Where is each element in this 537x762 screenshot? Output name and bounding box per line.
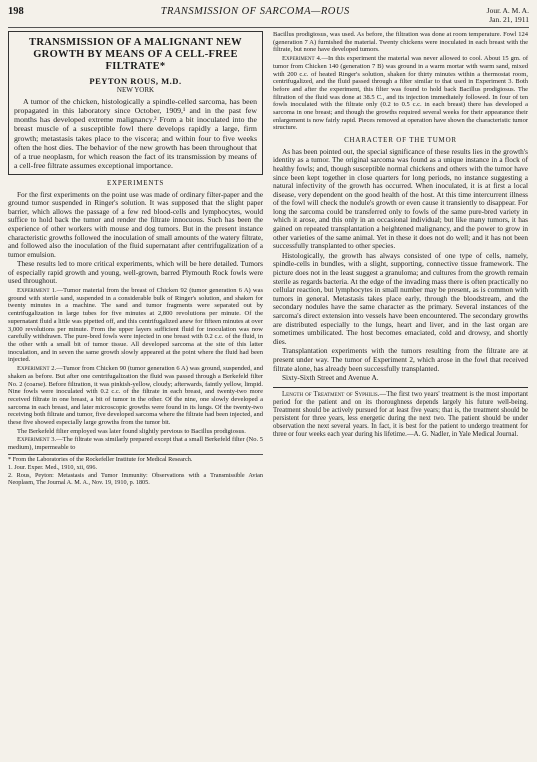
- page-number: 198: [8, 6, 24, 17]
- running-title: TRANSMISSION OF SARCOMA—ROUS: [160, 6, 350, 17]
- experiment-2-paragraph: [8, 365, 263, 427]
- berkefeld-paragraph: The Berkefeld filter employed was later found slightly pervious to Bacillus prodigiosus.: [17, 427, 246, 435]
- syphilis-note: [273, 391, 528, 439]
- experiment-3-text: —The filtrate was similarly prepared except that a small Berkefeld filter (No. 5 medium), impermeable to: [8, 436, 263, 452]
- footnote-1: 1. Jour. Exper. Med., 1910, xii, 696.: [8, 464, 98, 472]
- footnote-affiliation: * From the Laboratories of the Rockefeller Institute for Medical Research.: [8, 455, 193, 463]
- experiment-2-label: Experiment 2.: [17, 365, 57, 373]
- separator-rule: [273, 387, 528, 388]
- author-address: Sixty-Sixth Street and Avenue A.: [282, 373, 379, 383]
- article-title: TRANSMISSION OF A MALIGNANT NEW GROWTH BY MEANS OF A CELL-FREE FILTRATE*: [29, 37, 242, 72]
- abstract-paragraph: A tumor of the chicken, histologically a spindle-celled sarcoma, has been propagated in this laboratory since October, 1909,¹ and in the past few months has developed extreme malignancy.² From a bit inoculated into the breast muscle of a susceptible fowl there develops rapidly a large, firm growth; metastasis takes place to the viscera; and within four to five weeks often the host dies. The behavior of the new growth has been throughout that of a true neoplasm, for which reason the fact of its transmission by means of a cell-free filtrate assumes exceptional importance.: [14, 97, 257, 170]
- running-header: [8, 6, 529, 28]
- experiment-1-paragraph: [8, 287, 263, 364]
- experiments-paragraph-2: These results led to more critical experiments, which will be here detailed. Tumors of especially rapid growth and young, well-grown, barred Plymouth Rock fowls were used throughout.: [8, 259, 263, 286]
- experiment-3-label: Experiment 3.: [17, 436, 57, 444]
- experiments-paragraph-1: For the first experiments on the point use was made of ordinary filter-paper and the ground tumor suspended in Ringer's solution. It was supposed that the slight paper barrier, which allows the passage of a few red blood-cells and lymphocytes, would suffice to hold back the tumor and render the filtrate innocuous. Such has been the experience of other workers with mouse and dog tumors. But in the present instance characteristic growths followed the inoculation of small amounts of the watery filtrate, and followed also the inoculation of the fluid supernatant after centrifugalization of a tumor emulsion.: [8, 189, 263, 259]
- article-header-box: [8, 31, 263, 175]
- author-name: PEYTON ROUS, M.D.: [89, 76, 182, 86]
- journal-date: Jan. 21, 1911: [489, 15, 529, 24]
- syphilis-note-text: —The first two years' treatment is the most important period for the patient and on its thoroughness depends largely his future well-being. Treatment should be actively pursued for at least five years; that is, the treatment should be persistent for three years, less energetic during the next two. The patient should be under observation the next several years. In fact, it is best for the patient to undergo treatment for three or four weeks each year during his lifetime.: [273, 390, 528, 438]
- left-column: [8, 31, 263, 488]
- character-paragraph-1: As has been pointed out, the special significance of these results lies in the growth's identity as a tumor. The original sarcoma was found as a unique instance in a flock of healthy fowls; and, though susceptible normal chickens and others with the tumor have since been kept together in close quarters for long periods, no instance suggesting a natural infectivity of the growth has occurred. When inoculated, it is at first a local disease, very dependent on the good health of the host. At this time intercurrent illness of the fowl will check the nodule's growth or even cause it transiently to disappear. For long the sarcoma could be transferred only to fowls of the same pure-bred variety in which it arose, and this only in an occasional individual; but like many tumors, it has gained on repeated transplantation a heightened malignancy, and the power to grow in other varieties of the same animal. Yet in these it does not do well; and it has not been successfully transplanted to other species.: [273, 146, 528, 251]
- experiment-1-label: Experiment 1.: [17, 287, 57, 295]
- character-paragraph-2: Histologically, the growth has always consisted of one type of cells, namely, spindle-cells in bundles, with a slight, supporting, connective tissue framework. The picture does not in the least suggest a granuloma; and cultures from the growth remain sterile as regards bacteria. At the edge of the invading mass there is often practically no cellular reaction, but lymphocytes in small number may be present, as is common with tumors in general. Metastasis takes place early, through the bloodstream, and the secondary nodules have the same character as the primary. Several instances of the sarcoma's direct extension into vessels have been encountered. The secondary growths are distributed especially to the lungs, heart and liver, and in the last organ are sometimes umbilicated. The host becomes emaciated, cold and drowsy, and shortly dies.: [273, 250, 528, 346]
- experiment-4-label: Experiment 4.: [282, 55, 322, 63]
- author-location: NEW YORK: [116, 85, 155, 94]
- experiment-1-text: —Tumor material from the breast of Chicken 92 (tumor generation 6 A) was ground with sterile sand, suspended in a considerable bulk of Ringer's solution, and shaken for twenty minutes in a machine. The sand and tumor fragments were separated out by centrifugalization in large tubes for five minutes at 2,800 revolutions per minute. Of the supernatant fluid a little was pipetted off, and this centrifugalized anew for fifteen minutes at over 3,000 revolutions per minute. From the upper layers sufficient fluid for inoculation was now carefully withdrawn. The pure-bred fowls were injected in one breast with 0.2 c.c. of the fluid, in the other with a small bit of tumor tissue. All developed sarcoma at the site of this latter inoculation, and in seven the same growth slowly appeared at the point where the fluid had been injected.: [8, 287, 263, 364]
- experiment-4-paragraph: [273, 55, 528, 132]
- experiment-4-text: —In this experiment the material was never allowed to cool. About 15 gm. of tumor from Chicken 140 (generation 7 B) was ground in a warm mortar with warm sand, mixed with 200 c.c. of heated Ringer's solution, shaken for thirty minutes within a thermostat room, centrifugalized, and the fluid passed through a filter similar to that used in Experiment 3. Both before and after the experiment, this filter was found to hold back Bacillus prodigiosus. The filtration of the fluid was done at 38.5 C., and its injection immediately followed. In four of ten fowls inoculated with the filtrate only (0.2 to 0.5 c.c. in each breast) there has developed a sarcoma in one breast; and though the growths required several weeks for their appearance their enlargement is now fairly rapid. Pieces removed at operation have shown the characteristic tumor structure.: [273, 55, 528, 132]
- journal-name: Jour. A. M. A.: [486, 6, 529, 15]
- experiment-2-text: —Tumor from Chicken 90 (tumor generation 6 A) was ground, suspended, and shaken as before. But after one centrifugalization the fluid was passed through a Berkefeld filter No. 2 (coarse). Before filtration, it was pinkish-yellow, cloudy; afterwards, faintly yellow, limpid. Nine fowls were inoculated with 0.2 c.c. of the filtrate in each breast, and twenty-two more received filtrate in one breast, a bit of tumor in the other. Of the nine, one slowly developed a sarcoma in each breast, and later microscopic growths were found in its lungs. Of the twenty-two receiving both filtrate and tumor, five developed sarcoma where the filtrate had been injected, and these five showed especially large growths from the tumor bit.: [8, 365, 263, 427]
- character-heading: CHARACTER OF THE TUMOR: [344, 136, 457, 145]
- experiment-3-paragraph: [8, 436, 263, 451]
- journal-reference: [487, 6, 529, 24]
- character-paragraph-3: Transplantation experiments with the tumors resulting from the filtrate are at present under way. The tumor of Experiment 2, which arose in the fowl that received filtrate alone, has already been successfully transplanted.: [273, 346, 528, 373]
- experiment-3-continued: Bacillus prodigiosus, was used. As before, the filtration was done at room temperature. Fowl 124 (generation 7 A) furnished the material. Twenty chickens were inoculated in each breast with the filtrate, but none have developed tumors.: [273, 31, 528, 54]
- footnote-2: 2. Rous, Peyton: Metastasis and Tumor Immunity: Observations with a Transmissible Avian Neoplasm, The Journal A. M. A., Nov. 19, 1910, p. 1805.: [8, 472, 263, 487]
- footnotes: [8, 454, 263, 487]
- syphilis-note-attribution: —A. G. Nadler, in Yale Medical Journal.: [406, 430, 519, 438]
- syphilis-note-label: Length of Treatment of Syphilis.: [282, 390, 380, 398]
- right-column: [273, 31, 528, 488]
- two-column-body: [8, 31, 529, 488]
- experiments-heading: EXPERIMENTS: [106, 178, 165, 187]
